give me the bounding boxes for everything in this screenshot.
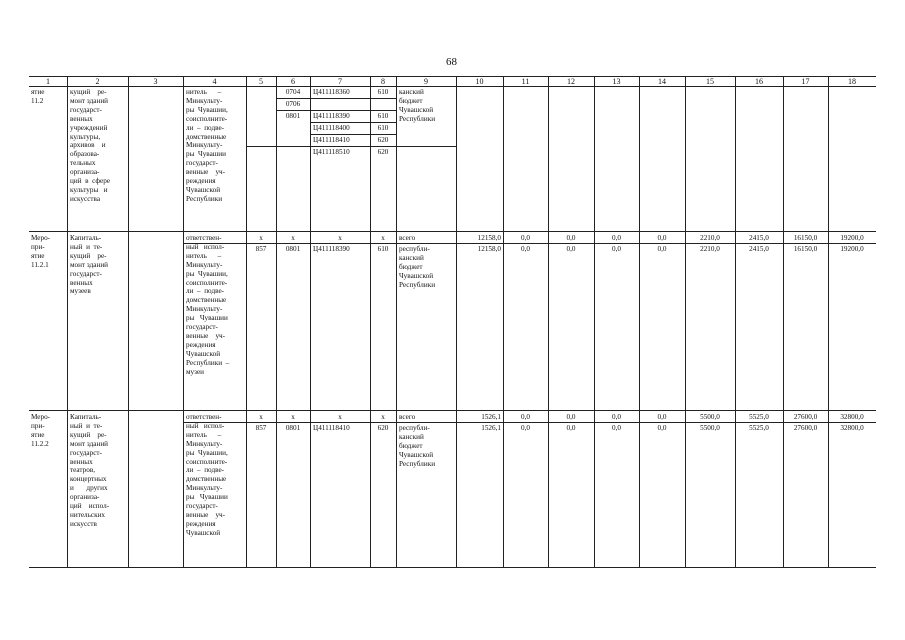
header-col-14: 14 bbox=[658, 77, 666, 86]
row-3-budget-col6: 0801 bbox=[285, 424, 301, 432]
row-2-budget-col5: 857 bbox=[255, 245, 267, 253]
header-col-3: 3 bbox=[153, 77, 158, 86]
row-3-budget-col10: 1526,1 bbox=[481, 424, 501, 432]
row-1-target-item: Ц411118390 bbox=[313, 112, 350, 120]
row-1-expense-type: 610 bbox=[377, 124, 389, 132]
row-1-expense-type: 620 bbox=[377, 136, 389, 144]
row-2-total-label: всего bbox=[399, 234, 416, 242]
row-3-event-name: Капиталь- ный и те- кущий ре- монт зданий государст- венных театров, концертных и других организа- ций испол- нительских искусств bbox=[70, 413, 110, 528]
row-3-total-label: всего bbox=[399, 413, 416, 421]
row-3-budget-col16: 5525,0 bbox=[749, 424, 769, 432]
row-2-budget-col14: 0,0 bbox=[657, 245, 667, 253]
row-2-budget-col13: 0,0 bbox=[612, 245, 621, 253]
col-border bbox=[276, 76, 277, 567]
row-3-total-col16: 5525,0 bbox=[749, 413, 769, 421]
header-col-1: 1 bbox=[46, 77, 50, 86]
row-3-budget-col14: 0,0 bbox=[657, 424, 667, 432]
header-col-17: 17 bbox=[801, 77, 810, 86]
row-3-total-col17: 27600,0 bbox=[793, 413, 818, 421]
row-2-event-number: Меро- при- ятие 11.2.1 bbox=[31, 234, 51, 269]
header-col-12: 12 bbox=[567, 77, 575, 86]
col-border bbox=[594, 76, 595, 567]
col-border bbox=[310, 76, 311, 567]
row-1-target-item: Ц411118510 bbox=[313, 148, 350, 156]
row-1-executor: нитель – Минкульту- ры Чувашии, соисполните- ли – подве- домственные Минкульту- ры Чувашии государст- венные уч- реждения Чувашской Республики bbox=[186, 88, 228, 203]
row-2-budget-col18: 19200,0 bbox=[840, 245, 864, 253]
row-3-budget-col11: 0,0 bbox=[521, 424, 530, 432]
row-2-total-col17: 16150,0 bbox=[793, 234, 818, 242]
col-border bbox=[246, 76, 247, 567]
subrow-line bbox=[276, 110, 396, 111]
row-2-total-col8: x bbox=[381, 234, 385, 242]
row-3-total-col11: 0,0 bbox=[521, 413, 530, 421]
row-2-budget-col10: 12158,0 bbox=[477, 245, 501, 253]
row-1-section: 0801 bbox=[285, 112, 301, 120]
row-2-budget-col8: 610 bbox=[377, 245, 389, 253]
col-border bbox=[456, 76, 457, 567]
row-separator bbox=[29, 231, 876, 232]
header-col-18: 18 bbox=[848, 77, 856, 86]
subrow-line bbox=[310, 134, 396, 135]
row-1-target-item: Ц411118360 bbox=[313, 88, 350, 96]
row-2-budget-col6: 0801 bbox=[285, 245, 301, 253]
row-2-budget-col16: 2415,0 bbox=[749, 245, 769, 253]
row-3-total-col12: 0,0 bbox=[566, 413, 576, 421]
row-3-total-col18: 32800,0 bbox=[840, 413, 864, 421]
header-col-6: 6 bbox=[291, 77, 295, 86]
col-border bbox=[183, 76, 184, 567]
col-border bbox=[783, 76, 784, 567]
row-2-budget-col12: 0,0 bbox=[566, 245, 576, 253]
row-3-total-col8: x bbox=[381, 413, 385, 421]
subrow-line bbox=[183, 243, 876, 244]
header-col-15: 15 bbox=[706, 77, 714, 86]
row-2-total-col13: 0,0 bbox=[612, 234, 621, 242]
row-1-event-number: ятие 11.2 bbox=[31, 88, 45, 105]
row-3-total-col10: 1526,1 bbox=[481, 413, 501, 421]
col-border bbox=[828, 76, 829, 567]
row-3-budget-col12: 0,0 bbox=[566, 424, 576, 432]
subrow-line bbox=[183, 422, 876, 423]
row-3-budget-col18: 32800,0 bbox=[840, 424, 864, 432]
header-col-7: 7 bbox=[338, 77, 342, 86]
row-3-budget-col13: 0,0 bbox=[612, 424, 621, 432]
row-1-target-item: Ц411118410 bbox=[313, 136, 350, 144]
header-col-16: 16 bbox=[755, 77, 763, 86]
col-border bbox=[503, 76, 504, 567]
header-col-8: 8 bbox=[381, 77, 385, 86]
row-1-section: 0704 bbox=[285, 88, 301, 96]
page-number: 68 bbox=[446, 56, 457, 68]
col-border bbox=[685, 76, 686, 567]
header-col-4: 4 bbox=[212, 77, 217, 86]
header-bottom-border bbox=[29, 86, 876, 87]
row-2-total-col6: x bbox=[291, 234, 295, 242]
header-col-10: 10 bbox=[475, 77, 484, 86]
row-3-total-col5: x bbox=[259, 413, 263, 421]
header-col-11: 11 bbox=[521, 77, 530, 86]
row-2-total-col15: 2210,0 bbox=[700, 234, 720, 242]
row-3-total-col13: 0,0 bbox=[612, 413, 621, 421]
row-2-total-col10: 12158,0 bbox=[477, 234, 501, 242]
row-2-budget-col7: Ц411118390 bbox=[313, 245, 350, 253]
row-3-budget-col5: 857 bbox=[255, 424, 267, 432]
row-1-expense-type: 620 bbox=[377, 148, 389, 156]
col-border bbox=[548, 76, 549, 567]
subrow-line bbox=[276, 98, 396, 99]
row-3-budget-col15: 5500,0 bbox=[700, 424, 720, 432]
row-separator bbox=[29, 410, 876, 411]
row-2-budget-col11: 0,0 bbox=[521, 245, 530, 253]
row-1-section: 0706 bbox=[285, 100, 301, 108]
col-border bbox=[735, 76, 736, 567]
row-3-total-col7: x bbox=[338, 413, 342, 421]
row-2-total-col7: x bbox=[338, 234, 342, 242]
row-2-total-col12: 0,0 bbox=[566, 234, 576, 242]
header-col-9: 9 bbox=[424, 77, 428, 86]
subrow-line bbox=[246, 146, 396, 147]
subrow-line bbox=[396, 146, 456, 147]
row-1-funding-source: канский бюджет Чувашской Республики bbox=[399, 88, 436, 123]
row-3-budget-label: республи- канский бюджет Чувашской Республики bbox=[399, 424, 436, 468]
row-2-total-col14: 0,0 bbox=[657, 234, 667, 242]
col-border bbox=[67, 76, 68, 567]
table-bottom-border bbox=[29, 567, 876, 568]
row-1-target-item: Ц411118400 bbox=[313, 124, 350, 132]
row-3-total-col6: x bbox=[291, 413, 295, 421]
row-2-budget-col15: 2210,0 bbox=[700, 245, 720, 253]
header-col-5: 5 bbox=[259, 77, 263, 86]
row-2-total-col11: 0,0 bbox=[521, 234, 530, 242]
row-3-budget-col8: 620 bbox=[377, 424, 389, 432]
row-1-expense-type: 610 bbox=[377, 112, 389, 120]
row-2-total-col18: 19200,0 bbox=[840, 234, 864, 242]
subrow-line bbox=[310, 122, 396, 123]
header-col-13: 13 bbox=[612, 77, 621, 86]
row-2-event-name: Капиталь- ный и те- кущий ре- монт зданий государст- венных музеев bbox=[70, 234, 109, 296]
row-2-total-col5: x bbox=[259, 234, 263, 242]
row-3-budget-col17: 27600,0 bbox=[793, 424, 818, 432]
col-border bbox=[396, 76, 397, 567]
col-border bbox=[639, 76, 640, 567]
row-2-executor: ответствен- ный испол- нитель – Минкульту- ры Чувашии, соисполните- ли – подве- домственные Минкульту- ры Чувашии государст- венные уч- реждения Чувашской Республики – музеи bbox=[186, 234, 230, 376]
row-1-event-name: кущий ре- монт зданий государст- венных учреждений культуры, архивов и образова- тельных организа- ций в сфере культуры и искусства bbox=[70, 88, 111, 203]
row-3-executor: ответствен- ный испол- нитель – Минкульту- ры Чувашии, соисполните- ли – подве- домственные Минкульту- ры Чувашии государст- венные уч- реждения Чувашской bbox=[186, 413, 228, 537]
row-2-budget-label: республи- канский бюджет Чувашской Республики bbox=[399, 245, 436, 289]
row-3-total-col15: 5500,0 bbox=[700, 413, 720, 421]
row-3-event-number: Меро- при- ятие 11.2.2 bbox=[31, 413, 51, 448]
row-1-expense-type: 610 bbox=[377, 88, 389, 96]
header-col-2: 2 bbox=[95, 77, 100, 86]
col-border bbox=[128, 76, 129, 567]
row-2-budget-col17: 16150,0 bbox=[793, 245, 818, 253]
row-2-total-col16: 2415,0 bbox=[749, 234, 769, 242]
row-3-budget-col7: Ц411118410 bbox=[313, 424, 350, 432]
row-3-total-col14: 0,0 bbox=[657, 413, 667, 421]
